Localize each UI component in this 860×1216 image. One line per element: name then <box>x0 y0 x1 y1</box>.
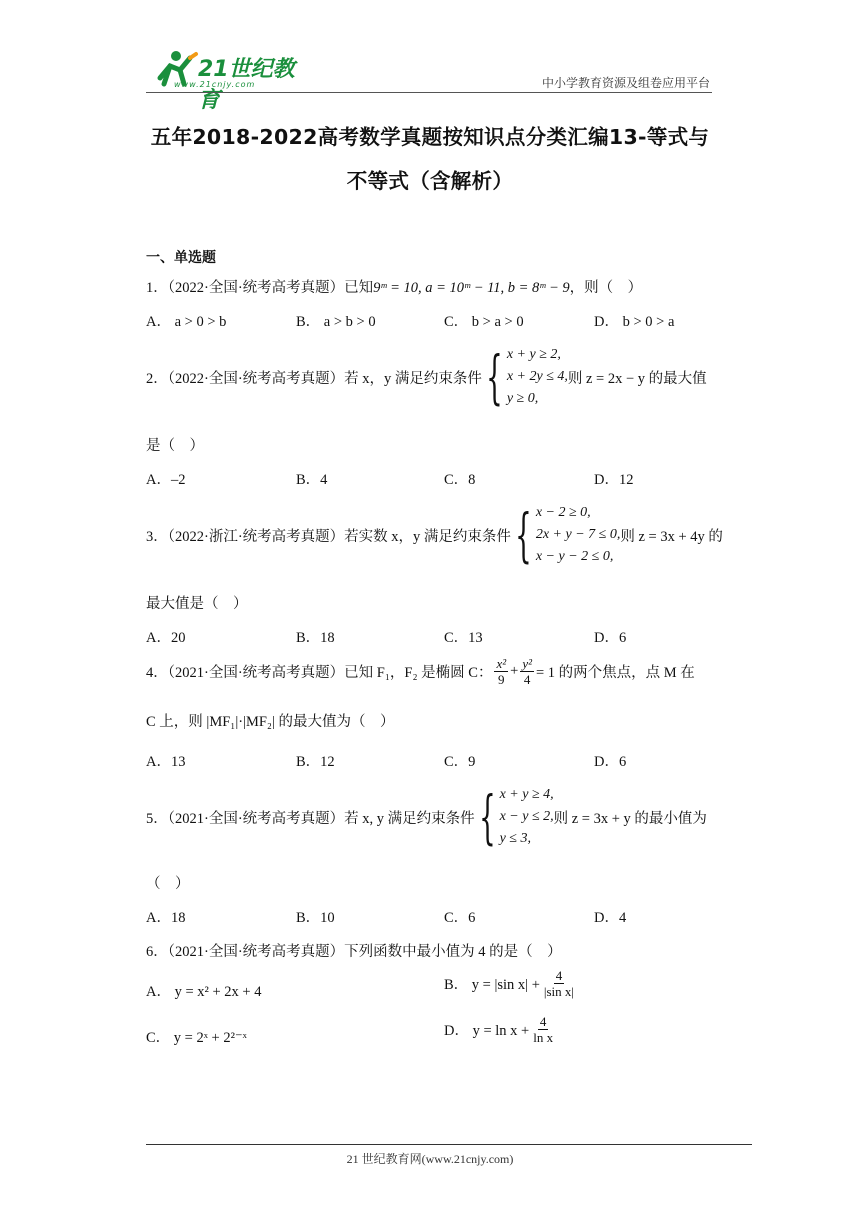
question-4-suffix: = 1 的两个焦点，点 M 在 <box>535 665 695 681</box>
q5-option-a[interactable]: A．18 <box>146 910 186 926</box>
q2-option-b[interactable]: B．4 <box>296 472 328 488</box>
brace-icon: { <box>486 343 503 411</box>
q2-option-c[interactable]: C．8 <box>444 472 476 488</box>
q3-option-a[interactable]: A．20 <box>146 630 186 646</box>
question-4: 4．（2021·全国·统考高考真题）已知 F₁，F₂ 是椭圆 C： $\frac{\text{x²}}{9}$ + $\frac{\text{y²}}{4}$ = 1 的两个焦点，点 M 在 <box>146 656 695 687</box>
question-5-constraint-system <box>475 784 554 850</box>
q3-option-d[interactable]: D．6 <box>594 630 627 646</box>
footer-text: 21 世纪教育网(www.21cnjy.com) <box>346 1152 514 1166</box>
question-2-suffix: 则 z = 2x − y 的最大值 <box>567 370 707 387</box>
q3-constraint-1: x − 2 ≥ 0, <box>535 505 591 520</box>
question-3-continuation: 最大值是（ ） <box>146 596 248 612</box>
question-3-constraint-system <box>511 502 620 568</box>
question-2-constraint-system <box>482 344 568 410</box>
q6-option-a[interactable]: A． y = x² + 2x + 4 <box>146 984 262 1000</box>
q4-fraction-x <box>494 656 508 687</box>
question-1-suffix: ，则（ ） <box>569 280 643 296</box>
q6-option-b-fraction <box>542 968 576 999</box>
question-3-suffix: 则 z = 3x + 4y 的 <box>620 528 723 545</box>
q1-option-c[interactable]: C． b > a > 0 <box>444 314 524 330</box>
q2-option-d[interactable]: D．12 <box>594 472 634 488</box>
question-2-continuation: 是（ ） <box>146 438 204 454</box>
q4-option-a[interactable]: A．13 <box>146 754 186 770</box>
logo-url: www.21cnjy.com <box>174 80 256 89</box>
footer-divider <box>146 1144 752 1145</box>
q4-fraction-y <box>520 656 534 687</box>
q4-option-c[interactable]: C．9 <box>444 754 476 770</box>
question-5 <box>146 784 707 850</box>
question-5-continuation: （ ） <box>146 876 190 892</box>
header-divider <box>146 92 712 93</box>
question-1-math: 9ᵐ = 10, a = 10ᵐ − 11, b = 8ᵐ − 9 <box>373 280 570 296</box>
q2-constraint-1: x + y ≥ 2, <box>506 347 561 362</box>
q3-option-c[interactable]: C．13 <box>444 630 483 646</box>
q5-option-c[interactable]: C．6 <box>444 910 476 926</box>
q5-option-d[interactable]: D．4 <box>594 910 627 926</box>
question-5-prefix: 5．（2021·全国·统考高考真题）若 x, y 满足约束条件 <box>146 810 475 827</box>
q2-constraint-2: x + 2y ≤ 4, <box>506 369 568 384</box>
q1-option-a[interactable]: A． a > 0 > b <box>146 314 227 330</box>
q6-option-c[interactable]: C． y = 2ˣ + 2²⁻ˣ <box>146 1030 247 1046</box>
q4-option-d[interactable]: D．6 <box>594 754 627 770</box>
q1-option-d[interactable]: D． b > 0 > a <box>594 314 675 330</box>
q4-frac1-num: x² <box>496 656 507 671</box>
q2-option-a[interactable]: A．–2 <box>146 472 186 488</box>
q5-constraint-1: x + y ≥ 4, <box>499 787 554 802</box>
q6-option-d-fraction <box>531 1014 555 1045</box>
q6b-den: |sin x| <box>543 984 575 999</box>
q5-constraint-2: x − y ≤ 2, <box>499 809 554 824</box>
q1-option-b[interactable]: B． a > b > 0 <box>296 314 376 330</box>
brace-icon: { <box>515 501 532 569</box>
q4-option-b[interactable]: B．12 <box>296 754 335 770</box>
q4-frac2-num: y² <box>522 656 532 671</box>
question-1-prefix: 1．（2022·全国·统考高考真题）已知 <box>146 280 374 296</box>
header-platform-text: 中小学教育资源及组卷应用平台 <box>541 76 710 90</box>
question-2 <box>146 344 707 410</box>
site-logo <box>146 44 316 113</box>
q3-constraint-2: 2x + y − 7 ≤ 0, <box>535 527 621 542</box>
question-4-continuation: C 上，则 |MF₁|·|MF₂| 的最大值为（ ） <box>146 714 395 730</box>
question-1 <box>146 276 642 297</box>
logo-text: 21世纪教育 <box>198 57 295 113</box>
document-title-line1: 五年2018-2022高考数学真题按知识点分类汇编13-等式与 <box>150 125 710 149</box>
question-3 <box>146 502 723 568</box>
question-3-prefix: 3．（2022·浙江·统考高考真题）若实数 x，y 满足约束条件 <box>146 528 511 545</box>
q3-option-b[interactable]: B．18 <box>296 630 335 646</box>
q6d-den: ln x <box>533 1030 554 1045</box>
q6-option-d-expr: D． y = ln x + <box>444 1023 530 1039</box>
q6-option-d[interactable] <box>444 1014 557 1045</box>
question-6: 6．（2021·全国·统考高考真题）下列函数中最小值为 4 的是（ ） <box>146 944 562 960</box>
question-2-prefix: 2．（2022·全国·统考高考真题）若 x，y 满足约束条件 <box>146 370 482 387</box>
q2-constraint-3: y ≥ 0, <box>506 391 539 406</box>
q5-constraint-3: y ≤ 3, <box>499 831 531 846</box>
question-5-suffix: 则 z = 3x + y 的最小值为 <box>553 810 707 827</box>
question-4-prefix: 4．（2021·全国·统考高考真题）已知 F₁，F₂ 是椭圆 C： <box>146 665 493 681</box>
q5-option-b[interactable]: B．10 <box>296 910 335 926</box>
q4-frac1-den: 9 <box>498 672 505 687</box>
document-title-line2: 不等式（含解析） <box>346 169 514 193</box>
q4-frac2-den: 4 <box>523 672 531 687</box>
q6d-num: 4 <box>539 1014 547 1029</box>
section-heading: 一、单选题 <box>146 250 216 266</box>
q3-constraint-3: x − y − 2 ≤ 0, <box>535 549 614 564</box>
q6-option-b[interactable] <box>444 968 578 999</box>
q6b-num: 4 <box>555 968 563 983</box>
brace-icon: { <box>478 783 496 851</box>
q6-option-b-expr: B． y = |sin x| + <box>444 977 540 993</box>
